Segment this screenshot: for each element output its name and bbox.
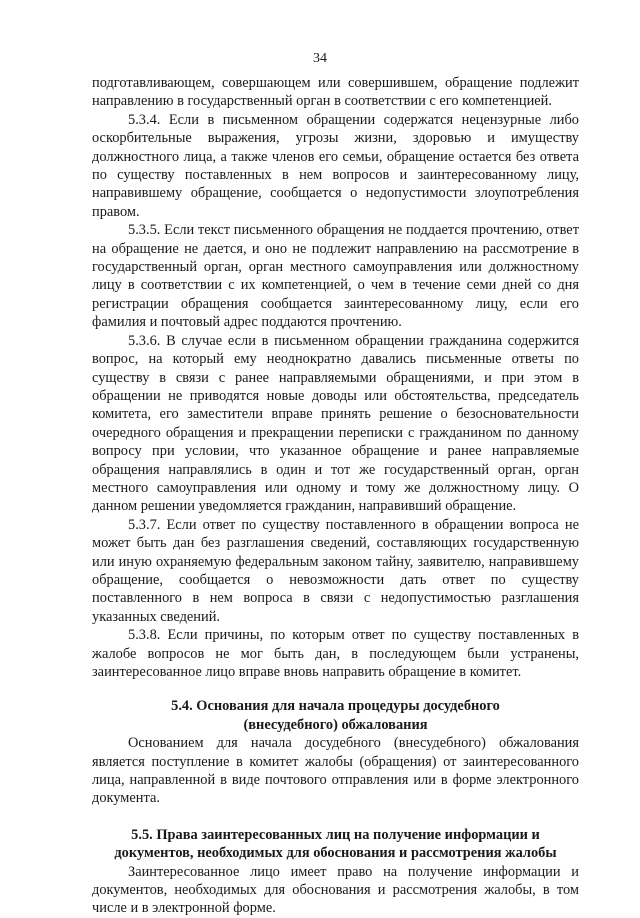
paragraph-5-3-8: 5.3.8. Если причины, по которым ответ по существу поставленных в жалобе вопросов не мог быть дан, в последующем были устранены, заинтересованное лицо вправе вновь направить обращение в комитет. (92, 627, 579, 680)
paragraph-continuation: подготавливающем, совершающем или совершившем, обращение подлежит направлению в государственный орган в соответствии с его компетенцией. (92, 75, 579, 110)
section-5-4-heading-line2: (внесудебного) обжалования (243, 716, 428, 733)
paragraph-5-3-6: 5.3.6. В случае если в письменном обращении гражданина содержится вопрос, на который ему неоднократно давались письменные ответы по существу в связи с ранее направляемыми обращениями, и при этом в обращении не приводятся новые доводы или обстоятельства, председатель комитета, его заместители вправе принять решение о безосновательности очередного обращения и прекращении переписки с гражданином по данному вопросу при условии, что указанное обращение и ранее направляемые обращения направлялись в один и тот же государственный орган, орган местного самоуправления или одному и тому же должностному лицу. О данном решении уведомляется гражданин, направивший обращение. (92, 332, 579, 515)
section-5-5-heading (92, 826, 579, 863)
section-5-5-heading-line2: документов, необходимых для обоснования и рассмотрения жалобы (114, 845, 557, 862)
section-5-4-heading (92, 697, 579, 734)
section-5-5-text: Заинтересованное лицо имеет право на получение информации и документов, необходимых для обоснования и рассмотрения жалобы, в том числе и в электронной форме. (92, 863, 579, 917)
section-5-5-heading-line1: 5.5. Права заинтересованных лиц на получение информации и (131, 826, 540, 843)
paragraph-5-3-4: 5.3.4. Если в письменном обращении содержатся нецензурные либо оскорбительные выражения, угрозы жизни, здоровью и имуществу должностного лица, а также членов его семьи, обращение остается без ответа по существу поставленных в нем вопросов и заинтересованному лицу, направившему обращение, сообщается о недопустимости злоупотребления правом. (92, 111, 579, 220)
section-5-4-text: Основанием для начала досудебного (внесудебного) обжалования является поступление в комитет жалобы (обращения) от заинтересованного лица, направленной в виде почтового отправления или в форме электронного документа. (92, 735, 579, 807)
paragraph-5-3-5: 5.3.5. Если текст письменного обращения не поддается прочтению, ответ на обращение не дается, и оно не подлежит направлению на рассмотрение в государственный орган, орган местного самоуправления или должностному лицу в соответствии с их компетенцией, о чем в течение семи дней со дня регистрации обращения сообщается заинтересованному лицу, если его фамилия и почтовый адрес поддаются прочтению. (92, 222, 579, 331)
document-body (92, 74, 579, 918)
page-number: 34 (313, 51, 327, 66)
paragraph-5-3-7: 5.3.7. Если ответ по существу поставленного в обращении вопроса не может быть дан без разглашения сведений, составляющих государственную или иную охраняемую федеральным законом тайну, заявителю, направившему обращение, сообщается о невозможности дать ответ по существу поставленного в нем вопроса в связи с недопустимостью разглашения указанных сведений. (92, 516, 579, 625)
section-5-4-heading-line1: 5.4. Основания для начала процедуры досудебного (171, 698, 500, 715)
